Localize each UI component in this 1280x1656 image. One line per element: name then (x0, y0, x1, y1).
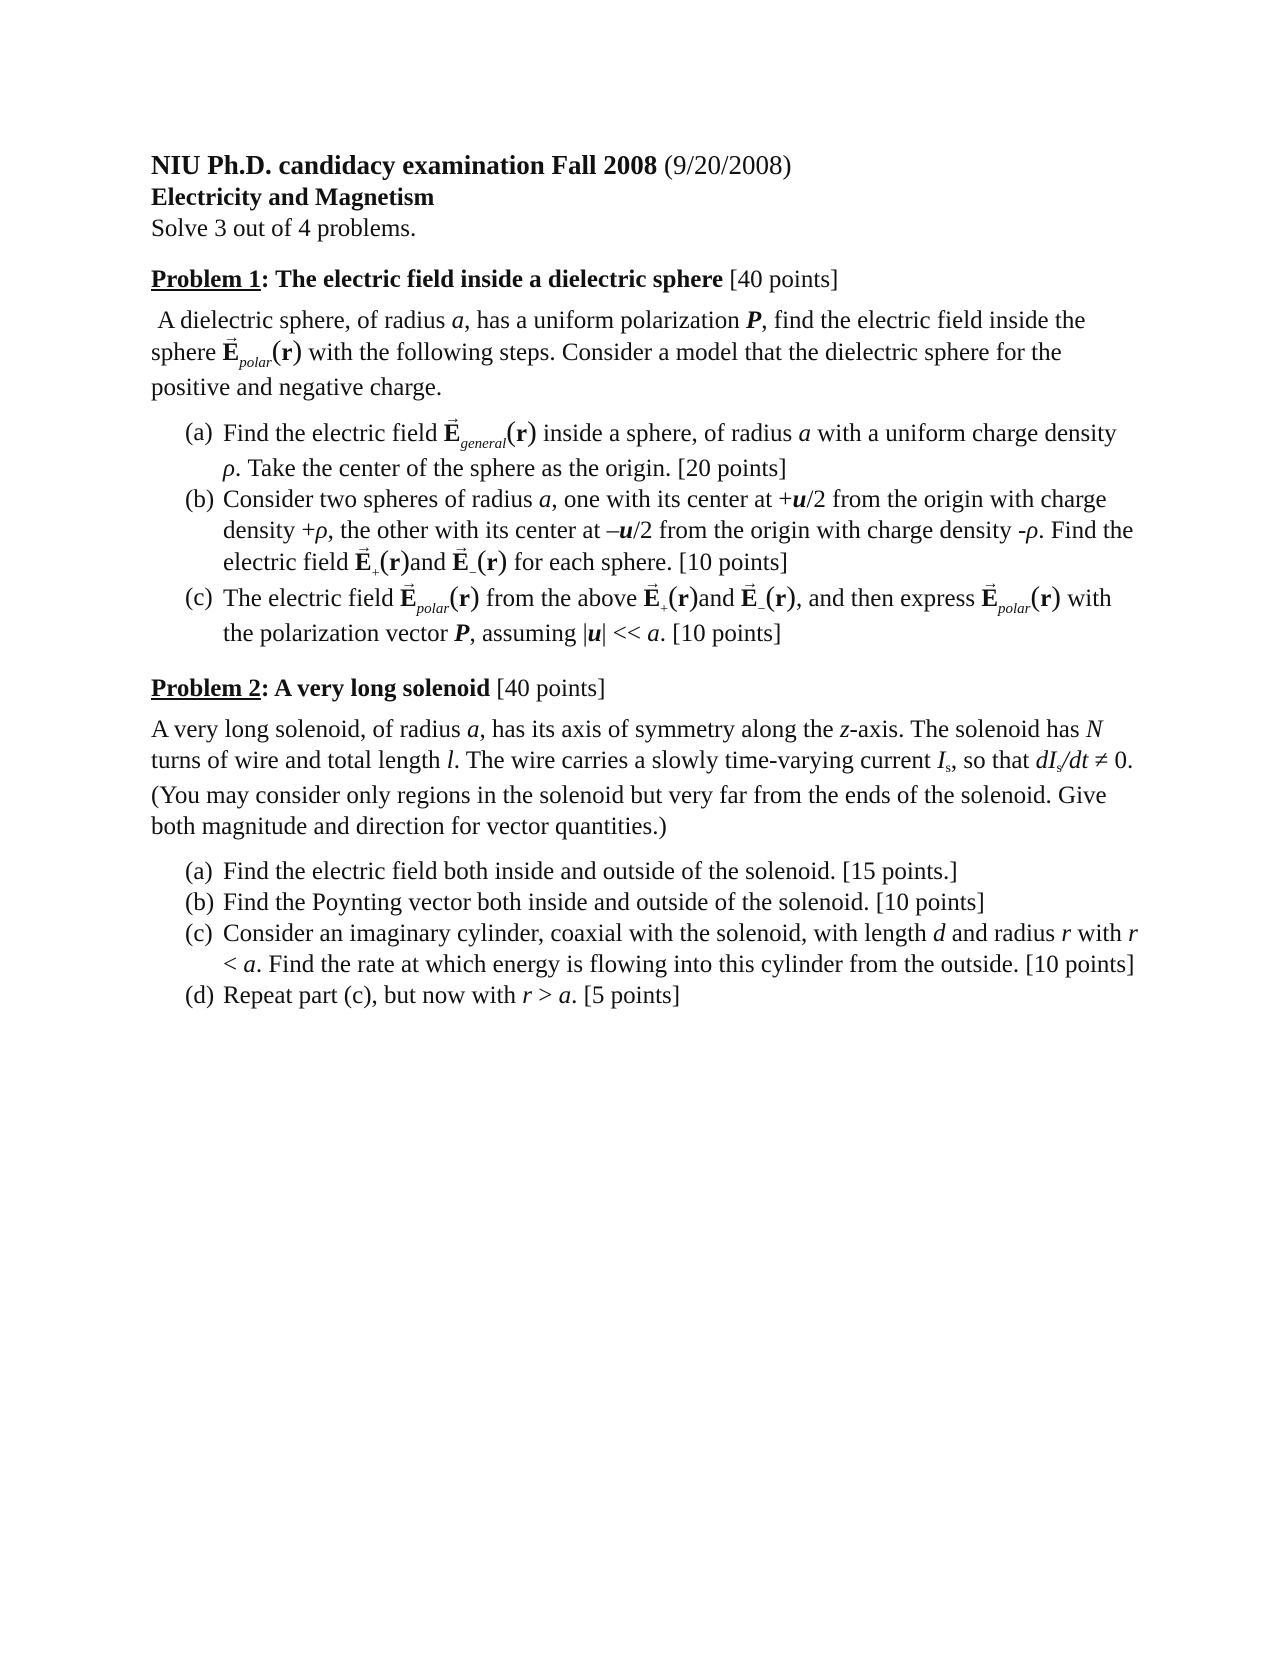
problem-1-title: The electric field inside a dielectric sphere (275, 266, 724, 293)
problem-1-heading: Problem 1: The electric field inside a dielectric sphere [40 points] (151, 266, 839, 293)
exam-subject: Electricity and Magnetism (151, 184, 435, 211)
vector-e-plus: → E (643, 583, 660, 614)
problem-2-heading: Problem 2: A very long solenoid [40 points] (151, 675, 606, 702)
vector-e-minus: → E (741, 583, 758, 614)
problem-2-part-b: (b) Find the Poynting vector both inside and outside of the solenoid. [10 points] (185, 889, 985, 916)
problem-1-part-b: (b) Consider two spheres of radius a, one with its center at +u/2 from the origin with charge density +ρ, the other with its center at –u/2 from the origin with charge density -ρ. Find the electric field → $E_+(r)and \to E_-(r)$ for each sphere. [10 points] (185, 484, 1141, 582)
problem-2-part-a: (a) Find the electric field both inside and outside of the solenoid. [15 points.] (185, 858, 958, 885)
vector-e-polar: → E (223, 337, 240, 368)
vector-e-plus: → E (355, 547, 372, 578)
problem-2-points: [40 points] (496, 675, 606, 702)
problem-1-intro: A dielectric sphere, of radius a, has a uniform polarization P, find the electric field inside the sphere → $E_{polar}(r)$ with the following steps. Consider a model that the dielectric sphere for the positive and negative charge. (151, 305, 1141, 403)
exam-instructions: Solve 3 out of 4 problems. (151, 215, 417, 242)
vector-e-general: → E (444, 418, 461, 449)
vector-e-polar: → E (400, 583, 417, 614)
vector-e-polar: → E (981, 583, 998, 614)
exam-content (151, 148, 1141, 1011)
exam-title-line (151, 148, 1141, 182)
problem-2-part-d: (d) Repeat part (c), but now with r > a. [5 points] (185, 982, 681, 1009)
vector-e-minus: → E (452, 547, 469, 578)
problem-1-parts (185, 417, 1141, 649)
problem-2-label: Problem 2 (151, 675, 261, 702)
problem-1-part-a: (a) Find the electric field → $E_{general}(r)$ inside a sphere, of radius a with a uniform charge density ρ. Take the center of the sphere as the origin. [20 points] (185, 417, 1141, 484)
exam-date: (9/20/2008) (664, 150, 792, 180)
problem-2-title: A very long solenoid (274, 675, 491, 702)
problem-1-points: [40 points] (729, 266, 839, 293)
problem-1-label: Problem 1 (151, 266, 261, 293)
problem-2-parts (185, 856, 1141, 1011)
problem-2-part-c: (c) Consider an imaginary cylinder, coaxial with the solenoid, with length d and radius r with r < a. Find the rate at which energy is flowing into this cylinder from the outside. [10 points] (185, 920, 1138, 978)
exam-title: NIU Ph.D. candidacy examination Fall 2008 (151, 150, 658, 180)
problem-1-part-c: (c) The electric field → $E_{polar}(r)$ from the above → $E_+(r)and \to E_-(r)$, and then express → $E_{polar}(r)$ with the polarization vector P, assuming |u| << a. [10 points] (185, 582, 1141, 649)
problem-2-intro: A very long solenoid, of radius a, has its axis of symmetry along the z-axis. The solenoid has N turns of wire and total length l. The wire carries a slowly time-varying current Is, so that dIs/dt ≠ 0. (You may consider only regions in the solenoid but very far from the ends of the solenoid. Give both magnitude and direction for vector quantities.) (151, 716, 1134, 840)
